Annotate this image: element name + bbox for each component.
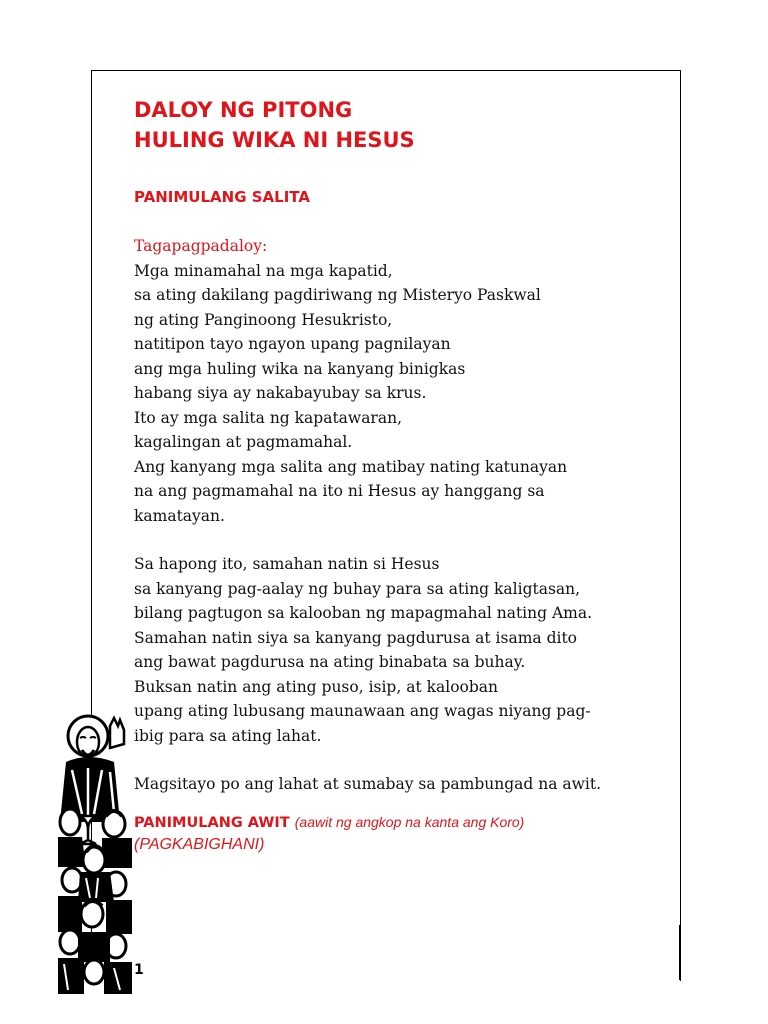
text-line: kamatayan. [134, 506, 225, 525]
text-line: ng ating Panginoong Hesukristo, [134, 310, 393, 329]
text-line: Ang kanyang mga salita ang matibay nating katunayan [134, 457, 568, 476]
text-line: Mga minamahal na mga kapatid, [134, 261, 393, 280]
jesus-and-disciples-woodcut-icon [58, 712, 132, 994]
document-title [134, 95, 664, 155]
text-line: sa kanyang pag-aalay ng buhay para sa ating kaligtasan, [134, 579, 581, 598]
border-segment [679, 925, 680, 980]
text-line: Samahan natin siya sa kanyang pagdurusa at isama dito [134, 628, 578, 647]
text-line: habang siya ay nakabayubay sa krus. [134, 384, 427, 402]
text-line: ang mga huling wika na kanyang binigkas [134, 359, 466, 378]
page-number: 1 [134, 962, 144, 978]
document-body [134, 95, 664, 856]
text-line: Ito ay mga salita ng kapatawaran, [134, 408, 402, 427]
text-line: ang bawat pagdurusa na ating binabata sa buhay. [134, 653, 526, 671]
title-line-2: HULING WIKA NI HESUS [134, 128, 415, 152]
title-line-1: DALOY NG PITONG [134, 98, 353, 122]
text-line: na ang pagmamahal na ito ni Hesus ay hanggang sa [134, 482, 545, 500]
paragraph-2 [134, 552, 664, 748]
text-line: bilang pagtugon sa kalooban ng mapagmahal nating Ama. [134, 604, 593, 622]
song-note: (aawit ng angkop na kanta ang Koro) [294, 813, 525, 830]
text-line: Buksan natin ang ating puso, isip, at kalooban [134, 677, 499, 696]
song-label: PANIMULANG AWIT [134, 814, 290, 831]
text-line: ibig para sa ating lahat. [134, 726, 322, 745]
text-line: kagalingan at pagmamahal. [134, 433, 353, 451]
text-line: sa ating dakilang pagdiriwang ng Misteryo Paskwal [134, 286, 541, 304]
song-name: (PAGKABIGHANI) [134, 835, 265, 853]
instruction-line: Magsitayo po ang lahat at sumabay sa pambungad na awit. [134, 775, 602, 793]
section-heading: PANIMULANG SALITA [134, 188, 310, 206]
text-line: natitipon tayo ngayon upang pagnilayan [134, 335, 451, 353]
song-heading [134, 811, 664, 834]
speaker-label: Tagapagpadaloy: [134, 237, 268, 255]
text-line: upang ating lubusang maunawaan ang wagas niyang pag- [134, 702, 591, 720]
text-line: Sa hapong ito, samahan natin si Hesus [134, 555, 440, 573]
paragraph-1 [134, 259, 664, 529]
